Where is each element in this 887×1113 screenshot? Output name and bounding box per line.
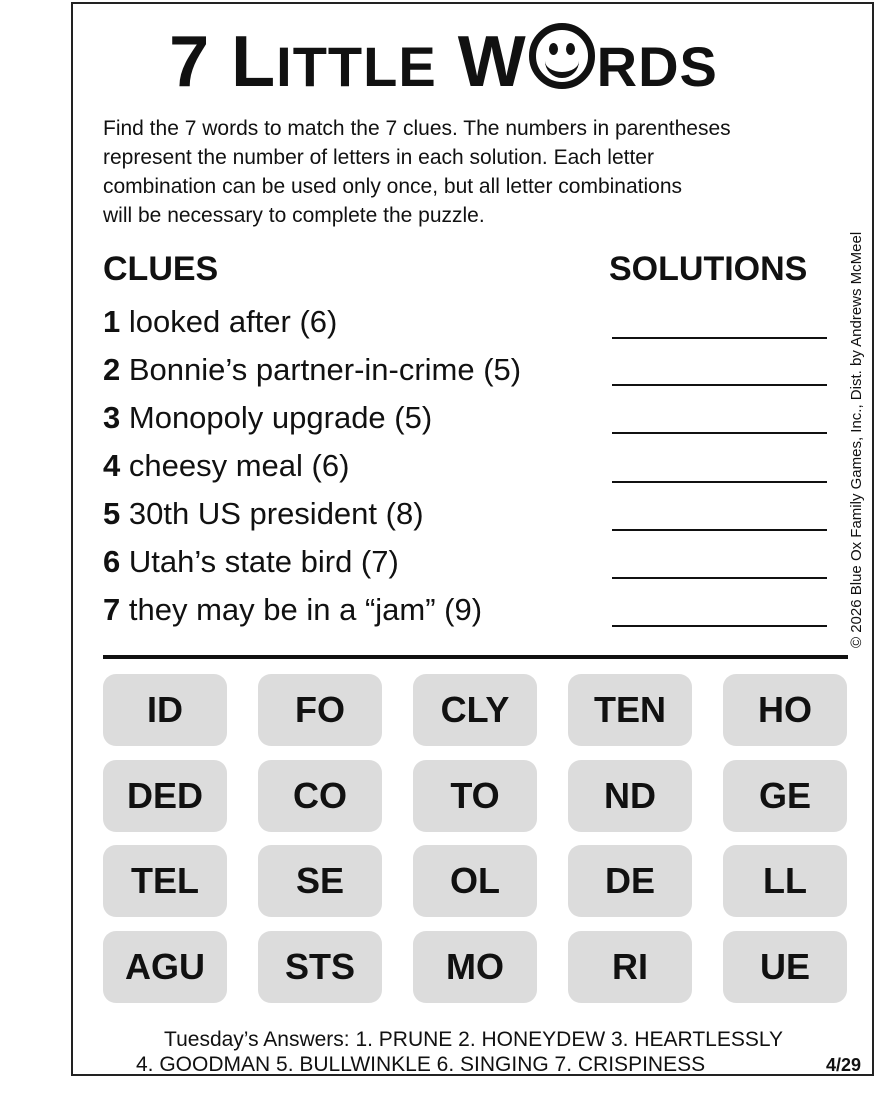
letter-tile[interactable]: GE <box>723 760 847 832</box>
letter-tile[interactable]: MO <box>413 931 537 1003</box>
letter-tile[interactable]: TO <box>413 760 537 832</box>
title-word1-rest: ITTLE <box>276 35 437 98</box>
letter-tile[interactable]: CLY <box>413 674 537 746</box>
smiley-icon <box>529 23 595 89</box>
letter-tile[interactable]: SE <box>258 845 382 917</box>
puzzle-title <box>0 22 887 107</box>
clue-1 <box>103 304 337 340</box>
instructions <box>103 114 863 230</box>
clue-2 <box>103 352 521 388</box>
clue-number: 5 <box>103 496 121 531</box>
clue-text: they may be in a “jam” (9) <box>128 592 483 627</box>
letter-tile[interactable]: STS <box>258 931 382 1003</box>
solution-line-1[interactable] <box>612 337 827 339</box>
clue-text: Utah’s state bird (7) <box>128 544 399 579</box>
clue-3 <box>103 400 432 436</box>
clue-number: 4 <box>103 448 121 483</box>
divider <box>103 655 848 659</box>
letter-tile[interactable]: DED <box>103 760 227 832</box>
clue-number: 2 <box>103 352 121 387</box>
letter-tile[interactable]: AGU <box>103 931 227 1003</box>
title-word2-initial: W <box>457 22 527 102</box>
previous-answers-line: Tuesday’s Answers: 1. PRUNE 2. HONEYDEW 3. HEARTLESSLY <box>164 1028 783 1051</box>
previous-answers-line: 4. GOODMAN 5. BULLWINKLE 6. SINGING 7. CRISPINESS <box>136 1053 706 1076</box>
solution-line-3[interactable] <box>612 432 827 434</box>
letter-tile[interactable]: RI <box>568 931 692 1003</box>
solution-line-4[interactable] <box>612 481 827 483</box>
copyright-notice: © 2026 Blue Ox Family Games, Inc., Dist. by Andrews McMeel <box>848 231 865 648</box>
puzzle-date: 4/29 <box>826 1055 862 1075</box>
clue-text: 30th US president (8) <box>128 496 424 531</box>
clue-text: cheesy meal (6) <box>128 448 350 483</box>
clue-text: Bonnie’s partner-in-crime (5) <box>128 352 522 387</box>
clue-number: 3 <box>103 400 121 435</box>
clue-number: 7 <box>103 592 121 627</box>
solution-line-5[interactable] <box>612 529 827 531</box>
instructions-line: Find the 7 words to match the 7 clues. The numbers in parentheses <box>103 117 731 140</box>
solution-line-7[interactable] <box>612 625 827 627</box>
clue-5 <box>103 496 424 532</box>
clues-header: CLUES <box>103 250 219 288</box>
letter-tile[interactable]: DE <box>568 845 692 917</box>
clue-7 <box>103 592 482 628</box>
title-word1-initial: L <box>231 22 277 102</box>
clue-4 <box>103 448 349 484</box>
letter-tile[interactable]: HO <box>723 674 847 746</box>
letter-tile[interactable]: ND <box>568 760 692 832</box>
solution-line-6[interactable] <box>612 577 827 579</box>
title-word2-rest: RDS <box>596 35 718 98</box>
letter-tile[interactable]: TEN <box>568 674 692 746</box>
clue-number: 6 <box>103 544 121 579</box>
letter-tile[interactable]: TEL <box>103 845 227 917</box>
clue-number: 1 <box>103 304 121 339</box>
solution-line-2[interactable] <box>612 384 827 386</box>
letter-tile[interactable]: OL <box>413 845 537 917</box>
letter-tile[interactable]: FO <box>258 674 382 746</box>
title-number: 7 <box>169 22 211 102</box>
solutions-header: SOLUTIONS <box>609 250 808 288</box>
clue-6 <box>103 544 399 580</box>
letter-tile[interactable]: ID <box>103 674 227 746</box>
letter-tile[interactable]: CO <box>258 760 382 832</box>
clue-text: Monopoly upgrade (5) <box>128 400 433 435</box>
instructions-line: combination can be used only once, but all letter combinations <box>103 175 683 198</box>
letter-tile[interactable]: UE <box>723 931 847 1003</box>
clue-text: looked after (6) <box>128 304 338 339</box>
instructions-line: will be necessary to complete the puzzle. <box>103 204 485 227</box>
letter-tile[interactable]: LL <box>723 845 847 917</box>
instructions-line: represent the number of letters in each solution. Each letter <box>103 146 654 169</box>
